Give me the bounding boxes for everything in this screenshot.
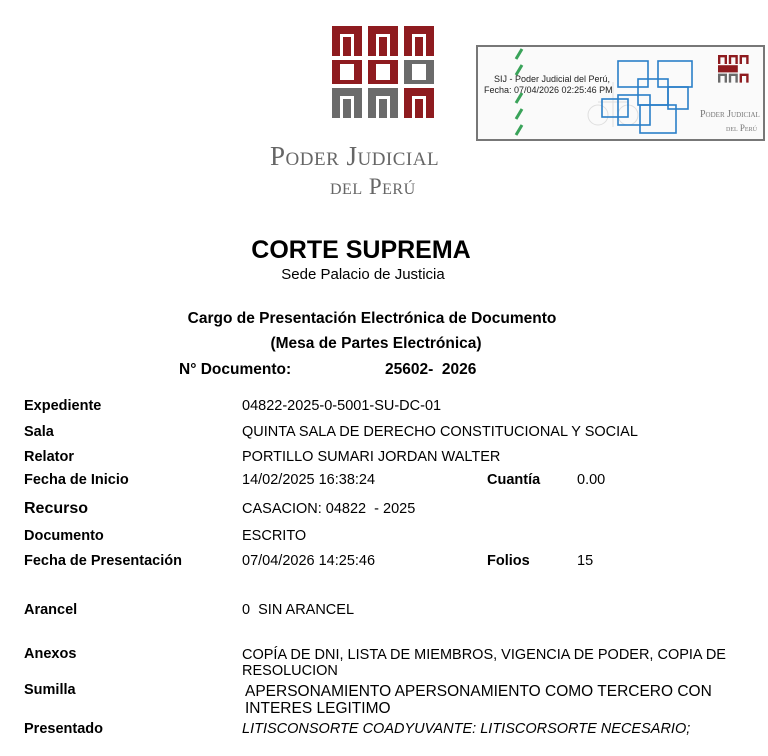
presentado-value: LITISCONSORTE COADYUVANTE: LITISCORSORTE NECESARIO; (242, 721, 691, 737)
documento-value: ESCRITO (242, 528, 307, 544)
page-title: CORTE SUPREMA (251, 236, 471, 264)
page-subtitle: Sede Palacio de Justicia (281, 266, 445, 283)
arancel-value: 0 SIN ARANCEL (242, 602, 355, 618)
signature-stamp-entity: SIJ - Poder Judicial del Perú, (494, 74, 611, 84)
signature-stamp-org-line2: del Perú (726, 123, 757, 133)
sumilla-value: APERSONAMIENTO APERSONAMIENTO COMO TERCERO CON INTERES LEGITIMO (245, 683, 712, 717)
signature-stamp-date: Fecha: 07/04/2026 02:25:46 PM (484, 85, 613, 95)
digital-signature-stamp (476, 45, 765, 141)
fecha-presentacion-value: 07/04/2026 14:25:46 (242, 553, 376, 569)
organization-name-line2: del Perú (330, 174, 416, 199)
fecha-inicio-value: 14/02/2025 16:38:24 (242, 472, 376, 488)
relator-label: Relator (24, 449, 74, 465)
document-heading: Cargo de Presentación Electrónica de Documento (187, 310, 557, 327)
folios-label: Folios (487, 553, 530, 569)
expediente-label: Expediente (24, 398, 102, 414)
fecha-presentacion-label: Fecha de Presentación (24, 553, 182, 569)
sala-label: Sala (24, 424, 54, 440)
folios-value: 15 (577, 553, 594, 569)
anexos-value: COPÍA DE DNI, LISTA DE MIEMBROS, VIGENCIA DE PODER, COPIA DE RESOLUCION (242, 647, 726, 679)
recurso-label: Recurso (24, 500, 89, 517)
fecha-inicio-label: Fecha de Inicio (24, 472, 129, 488)
document-number-label: N° Documento: (179, 361, 292, 378)
documento-label: Documento (24, 528, 104, 544)
arancel-label: Arancel (24, 602, 78, 618)
document-subheading: (Mesa de Partes Electrónica) (270, 335, 482, 352)
anexos-label: Anexos (24, 646, 77, 662)
recurso-value: CASACION: 04822 - 2025 (242, 501, 416, 517)
sala-value: QUINTA SALA DE DERECHO CONSTITUCIONAL Y SOCIAL (242, 424, 638, 440)
relator-value: PORTILLO SUMARI JORDAN WALTER (242, 449, 501, 465)
sumilla-label: Sumilla (24, 682, 76, 698)
expediente-value: 04822-2025-0-5001-SU-DC-01 (242, 398, 442, 414)
poder-judicial-logo (332, 26, 434, 120)
document-number-value: 25602- 2026 (385, 361, 477, 378)
organization-name-line1: Poder Judicial (270, 141, 440, 171)
signature-stamp-org-line1: Poder Judicial (700, 109, 760, 120)
presentado-label: Presentado (24, 721, 103, 737)
cuantia-value: 0.00 (577, 472, 606, 488)
cuantia-label: Cuantía (487, 472, 541, 488)
